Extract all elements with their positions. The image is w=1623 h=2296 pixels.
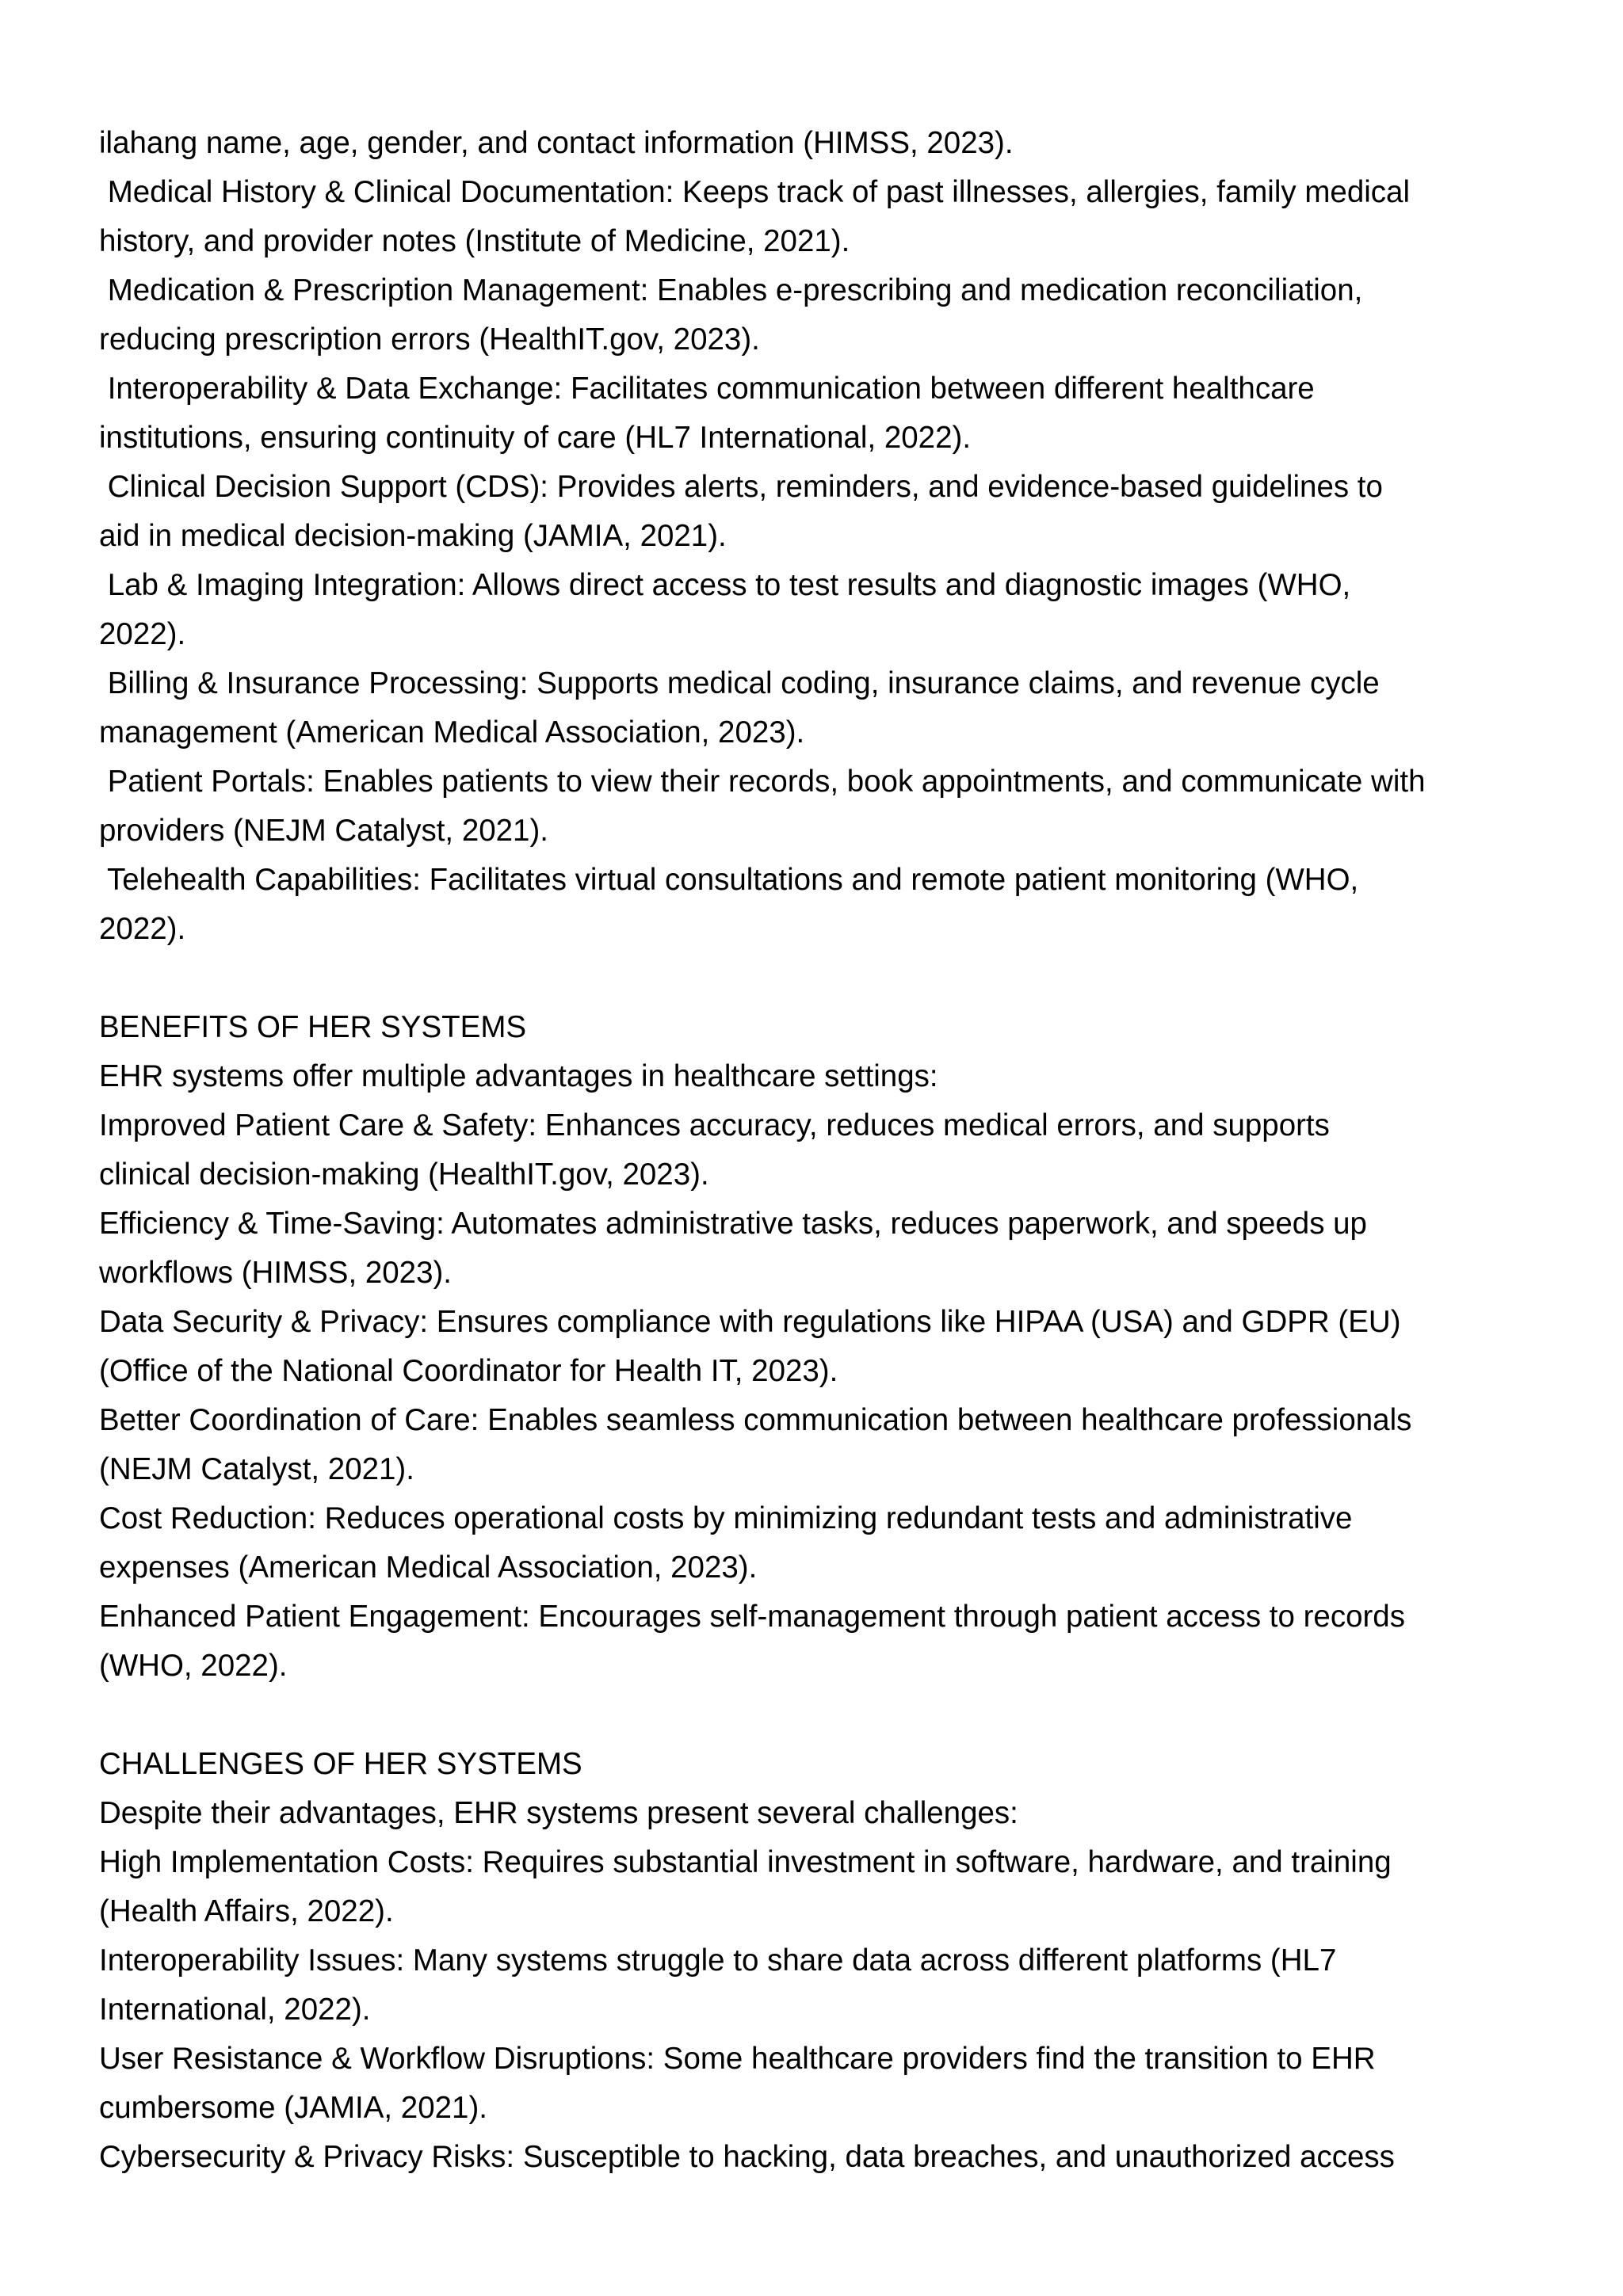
body-text-line: Despite their advantages, EHR systems present several challenges: (99, 1796, 1018, 1830)
body-text-line: (WHO, 2022). (99, 1649, 288, 1683)
paragraph-spacer (99, 1691, 1549, 1740)
body-text-line: Interoperability & Data Exchange: Facilitates communication between different healthcare (99, 372, 1315, 406)
body-text-line: Improved Patient Care & Safety: Enhances accuracy, reduces medical errors, and supports (99, 1108, 1330, 1142)
body-text-line: International, 2022). (99, 1993, 371, 2027)
body-text-line: (NEJM Catalyst, 2021). (99, 1452, 414, 1486)
body-text-line: Clinical Decision Support (CDS): Provides alerts, reminders, and evidence-based guidelines to (99, 470, 1383, 504)
body-text-line: expenses (American Medical Association, 2023). (99, 1550, 758, 1585)
body-text-line: (Health Affairs, 2022). (99, 1894, 394, 1928)
body-text-line: 2022). (99, 912, 186, 946)
body-text-line: reducing prescription errors (HealthIT.gov, 2023). (99, 322, 760, 357)
body-text-line: management (American Medical Association, 2023). (99, 715, 805, 749)
body-text-line: (Office of the National Coordinator for Health IT, 2023). (99, 1354, 838, 1388)
section-heading: BENEFITS OF HER SYSTEMS (99, 1010, 527, 1044)
section-heading: CHALLENGES OF HER SYSTEMS (99, 1747, 582, 1781)
body-text-line: Data Security & Privacy: Ensures compliance with regulations like HIPAA (USA) and GDPR (EU) (99, 1305, 1401, 1339)
body-text-line: High Implementation Costs: Requires substantial investment in software, hardware, and training (99, 1845, 1392, 1879)
body-text-line: Cybersecurity & Privacy Risks: Susceptible to hacking, data breaches, and unauthorized access (99, 2140, 1395, 2174)
body-text-line: Patient Portals: Enables patients to view their records, book appointments, and communicate with (99, 765, 1426, 799)
body-text-line: Cost Reduction: Reduces operational costs by minimizing redundant tests and administrative (99, 1501, 1353, 1535)
body-text-line: Better Coordination of Care: Enables seamless communication between healthcare professionals (99, 1403, 1412, 1437)
body-text-line: Efficiency & Time-Saving: Automates administrative tasks, reduces paperwork, and speeds up (99, 1207, 1367, 1241)
body-text-line: Billing & Insurance Processing: Supports medical coding, insurance claims, and revenue cycle (99, 666, 1380, 700)
paragraph-spacer (99, 954, 1549, 1003)
body-text-line: Telehealth Capabilities: Facilitates virtual consultations and remote patient monitoring (WHO, (99, 863, 1359, 897)
body-text-line: institutions, ensuring continuity of care (HL7 International, 2022). (99, 421, 972, 455)
body-text-line: providers (NEJM Catalyst, 2021). (99, 814, 548, 848)
benefits-section (99, 1003, 1549, 1691)
body-text-line: history, and provider notes (Institute of Medicine, 2021). (99, 224, 850, 258)
body-text-line: workflows (HIMSS, 2023). (99, 1256, 453, 1290)
body-text-line: EHR systems offer multiple advantages in healthcare settings: (99, 1059, 938, 1093)
body-text-line: Interoperability Issues: Many systems struggle to share data across different platforms (HL7 (99, 1943, 1337, 1978)
body-text-line: Enhanced Patient Engagement: Encourages self-management through patient access to records (99, 1600, 1405, 1634)
features-list (99, 119, 1549, 954)
body-text-line: 2022). (99, 617, 186, 651)
body-text-line: aid in medical decision-making (JAMIA, 2021). (99, 519, 727, 553)
body-text-line: cumbersome (JAMIA, 2021). (99, 2091, 487, 2125)
body-text-line: clinical decision-making (HealthIT.gov, 2023). (99, 1158, 709, 1192)
body-text-line: Medical History & Clinical Documentation: Keeps track of past illnesses, allergies, family medical (99, 175, 1411, 209)
challenges-section (99, 1740, 1549, 2182)
body-text-line: Lab & Imaging Integration: Allows direct access to test results and diagnostic images (WHO, (99, 568, 1351, 602)
body-text-line: User Resistance & Workflow Disruptions: Some healthcare providers find the transition to EHR (99, 2042, 1376, 2076)
body-text-line: ilahang name, age, gender, and contact information (HIMSS, 2023). (99, 126, 1014, 160)
body-text-line: Medication & Prescription Management: Enables e-prescribing and medication reconciliation, (99, 273, 1363, 307)
document-body (99, 119, 1549, 2182)
